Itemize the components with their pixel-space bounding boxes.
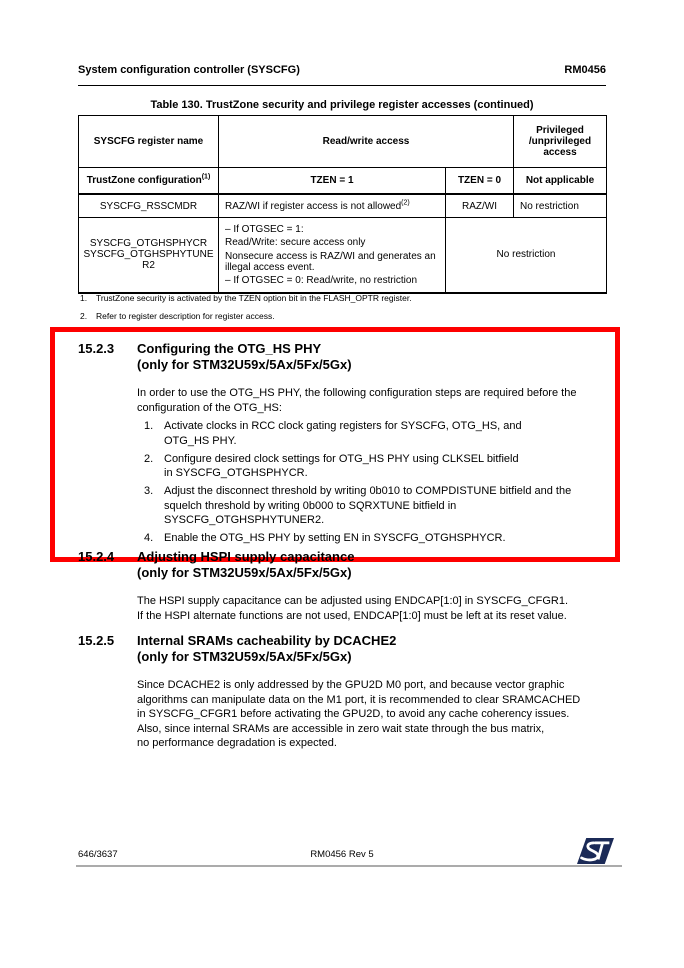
- footer-doc-rev: RM0456 Rev 5: [310, 849, 374, 860]
- header-chapter-title: System configuration controller (SYSCFG): [78, 64, 300, 76]
- cell-register-name: SYSCFG_RSSCMDR: [79, 194, 219, 218]
- cell-tzen1-access: – If OTGSEC = 1: Read/Write: secure access only Nonsecure access is RAZ/WI and generates an illegal access event. – If OTGSEC = 0: Read/write, no restriction: [219, 218, 446, 293]
- cell-no-restriction-span: No restriction: [446, 218, 607, 293]
- register-access-table: [78, 115, 607, 294]
- table-caption: Table 130. TrustZone security and privilege register accesses (continued): [150, 99, 534, 111]
- red-highlight-annotation: [50, 327, 620, 562]
- footnote-ref-1: (1): [201, 173, 211, 181]
- table-footnotes: [80, 292, 608, 328]
- section-15-2-5: [78, 633, 606, 751]
- table-row-otghsphy: [79, 218, 607, 293]
- col-header-rw-access: Read/write access: [219, 116, 514, 168]
- table-row-rsscmdr: [79, 194, 607, 218]
- section-title: Configuring the OTG_HS PHY (only for STM32U59x/5Ax/5Fx/5Gx): [137, 341, 352, 372]
- section-number: 15.2.5: [78, 633, 115, 648]
- footer-page-number: 646/3637: [78, 849, 118, 860]
- table-header-row-2: [79, 168, 607, 195]
- step-item-1: 1. Activate clocks in RCC clock gating registers for SYSCFG, OTG_HS, and OTG_HS PHY.: [144, 420, 522, 447]
- section-body: Since DCACHE2 is only addressed by the GPU2D M0 port, and because vector graphic algorithms can manipulate data on the M1 port, it is recommended to clear SRAMCACHED in SYSCFG_CFGR1 before activating the GPU2D, to avoid any cache coherency issues. Also, since internal SRAMs are accessible in zero wait state through the bus matrix, no performance degradation is expected.: [137, 679, 581, 749]
- st-logo-icon: [577, 837, 614, 865]
- footnote-1: 1. TrustZone security is activated by the TZEN option bit in the FLASH_OPTR register.: [80, 293, 412, 303]
- cell-tzen1-access: RAZ/WI if register access is not allowed$^{(2)}$: [219, 194, 446, 218]
- section-title: Adjusting HSPI supply capacitance (only for STM32U59x/5Ax/5Fx/5Gx): [137, 549, 355, 580]
- section-15-2-4: [78, 549, 606, 623]
- col-header-privileged: Privileged /unprivileged access: [514, 116, 607, 168]
- footnote-2: 2. Refer to register description for register access.: [80, 311, 275, 321]
- step-item-3: 3. Adjust the disconnect threshold by writing 0b010 to COMPDISTUNE bitfield and the squelch threshold by writing 0b000 to SQRXTUNE bitfield in SYSCFG_OTGHSPHYTUNER2.: [144, 485, 572, 526]
- section-15-2-3: [78, 341, 605, 546]
- col-header-register-name: SYSCFG register name: [79, 116, 219, 168]
- cell-register-name: SYSCFG_OTGHSPHYCR SYSCFG_OTGHSPHYTUNER2: [79, 218, 219, 293]
- footnote-ref-2: (2): [401, 199, 410, 207]
- header-doc-id: RM0456: [564, 64, 606, 76]
- page-header: [78, 64, 606, 86]
- col-header-not-applicable: Not applicable: [514, 168, 607, 195]
- section-number: 15.2.3: [78, 341, 115, 356]
- table-header-row-1: [79, 116, 607, 168]
- step-item-4: 4. Enable the OTG_HS PHY by setting EN in SYSCFG_OTGHSPHYCR.: [144, 532, 506, 544]
- col-header-tzen1: TZEN = 1: [219, 168, 446, 195]
- step-item-2: 2. Configure desired clock settings for OTG_HS PHY using CLKSEL bitfield in SYSCFG_OTGHSPHYCR.: [144, 452, 519, 479]
- footer-rule: [76, 865, 622, 867]
- col-header-tzen0: TZEN = 0: [446, 168, 514, 195]
- cell-tzen0-access: RAZ/WI: [446, 194, 514, 218]
- col-header-trustzone-config: TrustZone configuration$^{(1)}$: [79, 168, 219, 195]
- section-intro: In order to use the OTG_HS PHY, the following configuration steps are required before the configuration of the OTG_HS:: [137, 387, 577, 414]
- section-number: 15.2.4: [78, 549, 115, 564]
- cell-privileged-access: No restriction: [514, 194, 607, 218]
- section-body: The HSPI supply capacitance can be adjusted using ENDCAP[1:0] in SYSCFG_CFGR1. If the HSPI alternate functions are not used, ENDCAP[1:0] must be left at its reset value.: [137, 595, 569, 622]
- section-body: [137, 386, 605, 546]
- section-title: Internal SRAMs cacheability by DCACHE2 (only for STM32U59x/5Ax/5Fx/5Gx): [137, 633, 397, 664]
